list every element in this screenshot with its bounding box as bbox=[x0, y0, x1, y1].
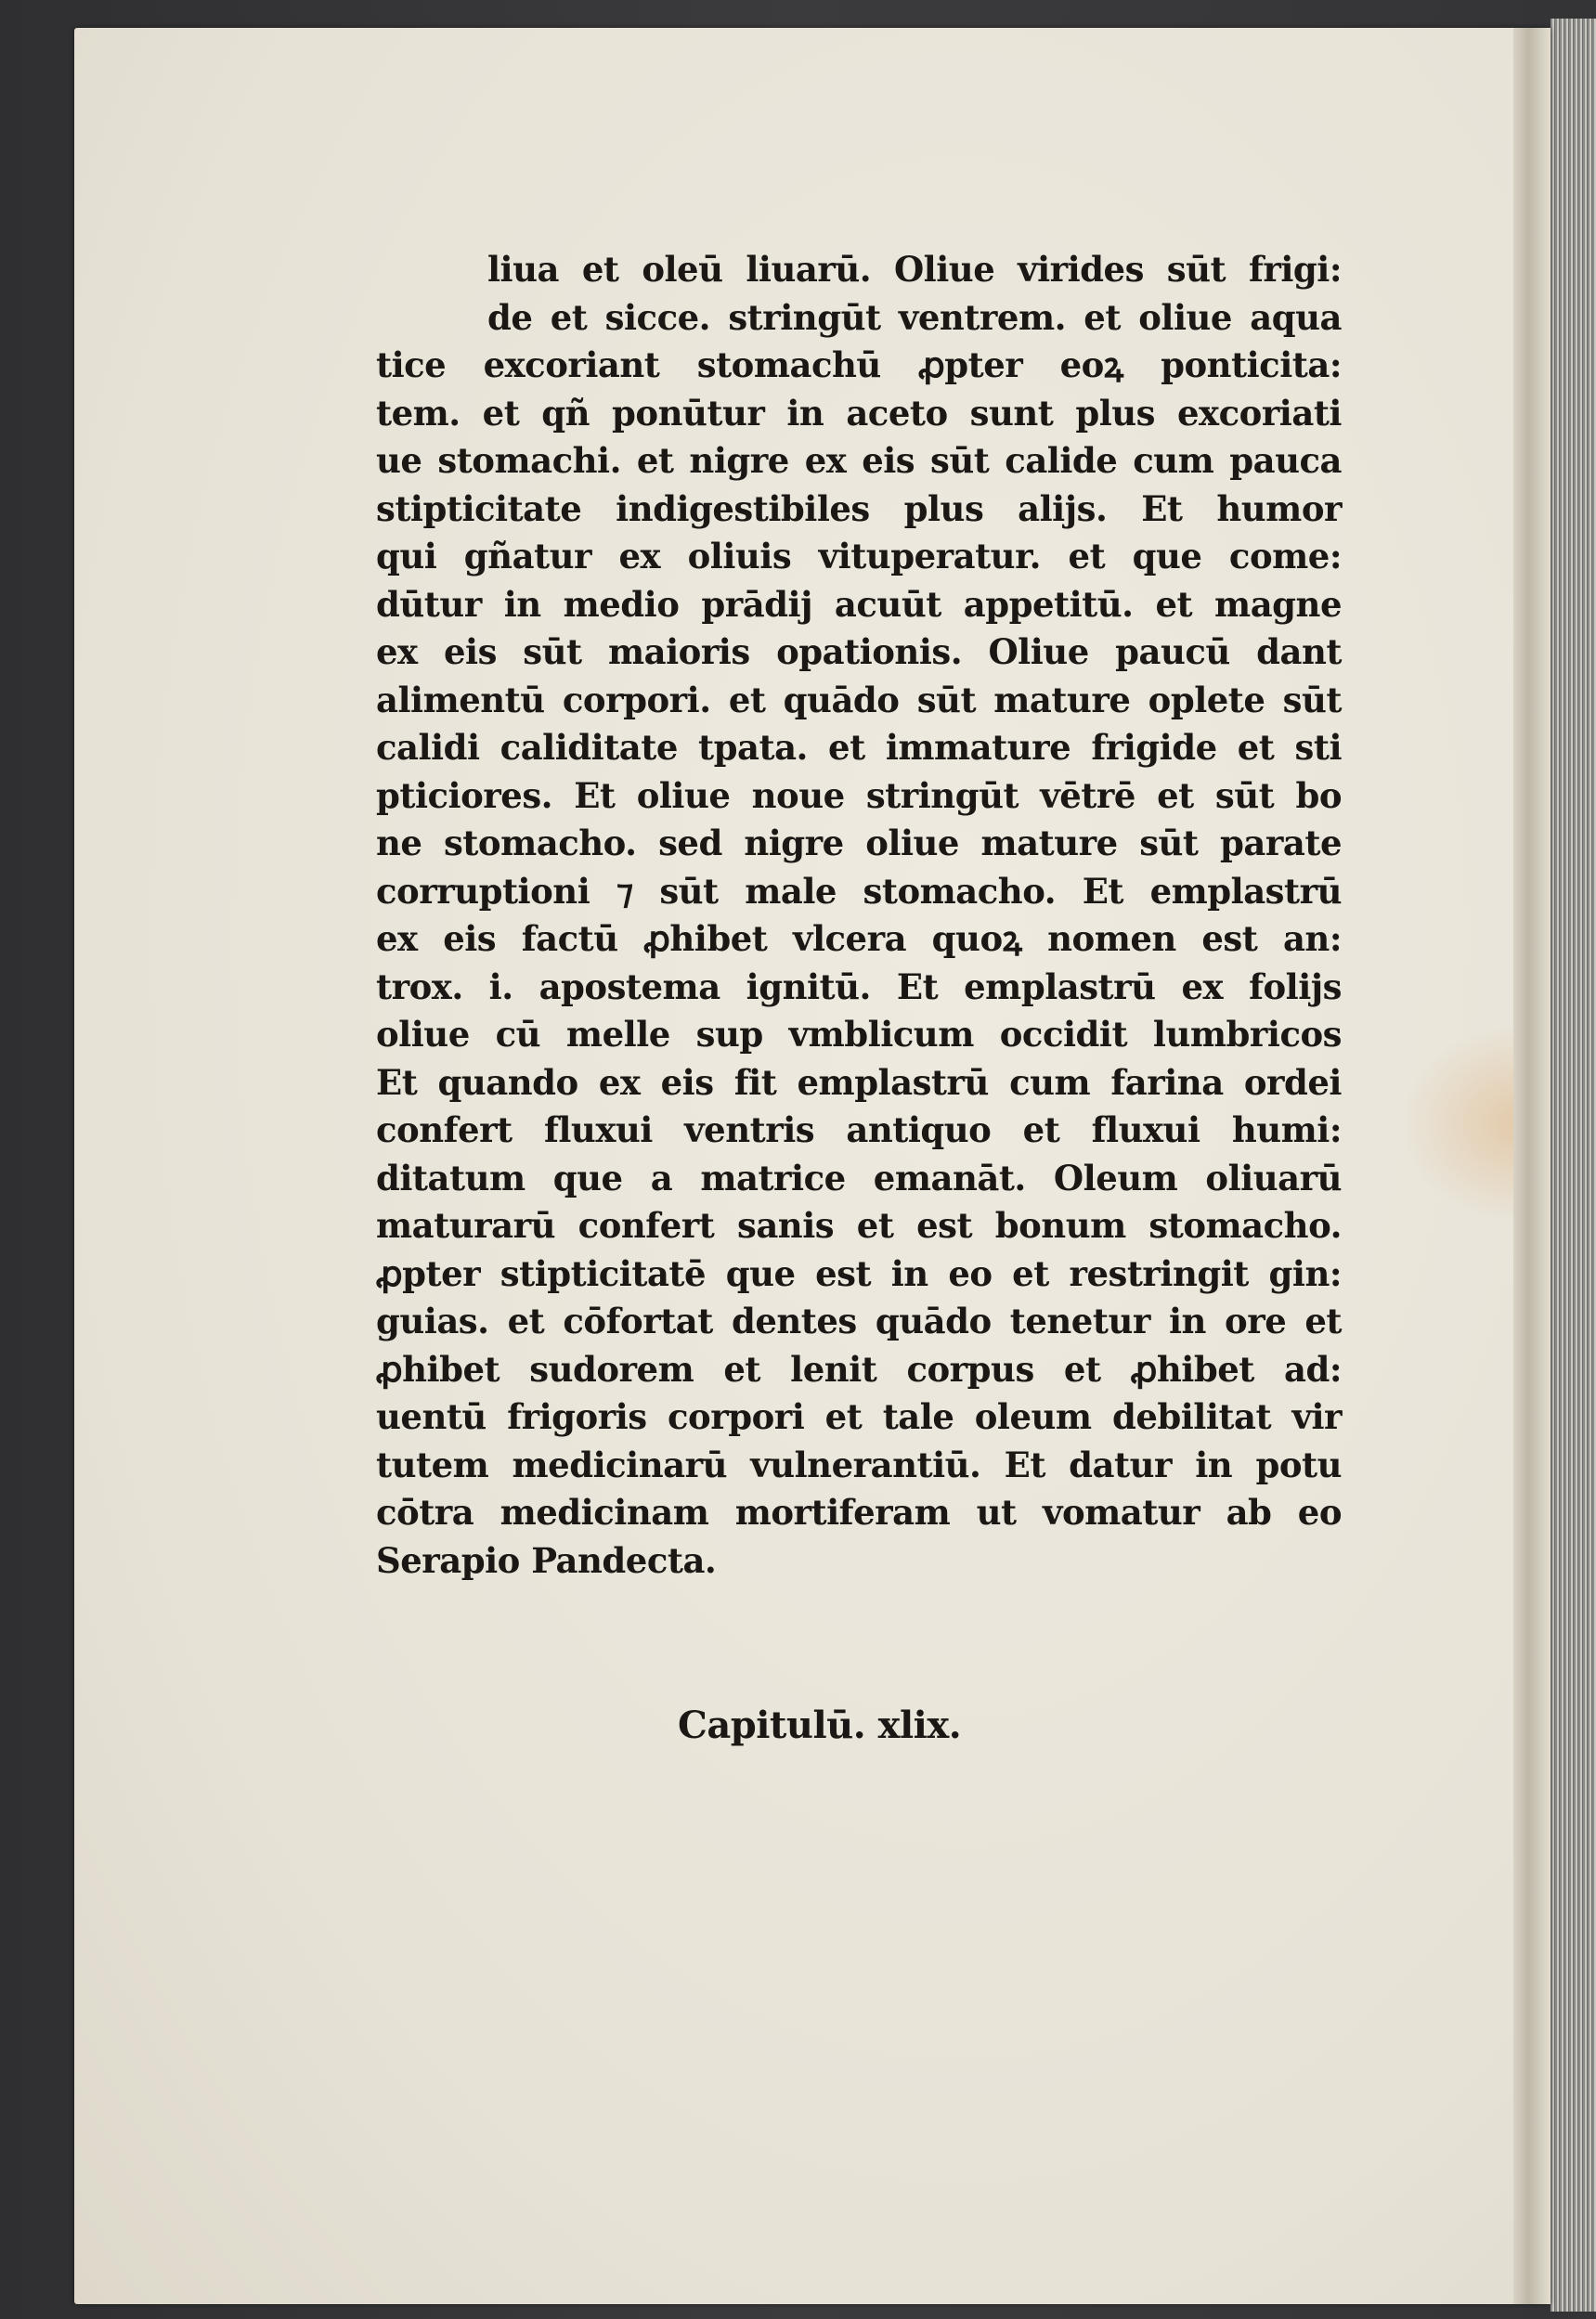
text-line: confert fluxui ventris antiquo et fluxui humi: bbox=[376, 1109, 1342, 1150]
text-line: calidi caliditate tpata. et immature frigide et sti bbox=[376, 727, 1342, 768]
text-line: Et quando ex eis fit emplastrū cum farina ordei bbox=[376, 1061, 1342, 1103]
text-line: qui gñatur ex oliuis vituperatur. et que come: bbox=[376, 536, 1342, 577]
text-line: tutem medicinarū vulnerantiū. Et datur in potu bbox=[376, 1444, 1342, 1485]
text-line: ne stomacho. sed nigre oliue mature sūt parate bbox=[376, 823, 1342, 863]
text-line: pticiores. Et oliue noue stringūt vētrē et sūt bo bbox=[376, 774, 1342, 816]
text-line: ꝓpter stipticitatē que est in eo et restringit gin: bbox=[376, 1252, 1342, 1294]
main-text-block bbox=[376, 246, 1342, 1585]
text-line: guias. et cōfortat dentes quādo tenetur in ore et bbox=[376, 1301, 1342, 1341]
text-line: trox. i. apostema ignitū. Et emplastrū ex folijs bbox=[376, 965, 1342, 1007]
text-line: uentū frigoris corpori et tale oleum debilitat vir bbox=[376, 1396, 1342, 1437]
chapter-heading: Capitulū. xlix. bbox=[678, 1704, 962, 1747]
text-line: alimentū corpori. et quādo sūt mature oplete sūt bbox=[376, 679, 1342, 720]
text-line: ditatum que a matrice emanāt. Oleum oliuarū bbox=[376, 1157, 1342, 1198]
text-line: ue stomachi. et nigre ex eis sūt calide cum pauca bbox=[376, 440, 1342, 481]
text-line: cōtra medicinam mortiferam ut vomatur ab eo bbox=[376, 1492, 1342, 1533]
text-line: de et sicce. stringūt ventrem. et oliue aqua bbox=[487, 296, 1342, 338]
text-line: ex eis sūt maioris opationis. Oliue paucū dant bbox=[376, 631, 1342, 672]
text-line: ꝓhibet sudorem et lenit corpus et ꝓhibet ad: bbox=[376, 1348, 1342, 1390]
book-page-edges bbox=[1551, 19, 1596, 2312]
text-line: oliue cū melle sup vmblicum occidit lumbricos bbox=[376, 1014, 1342, 1055]
page-gutter-shadow bbox=[1513, 28, 1551, 2304]
text-line: stipticitate indigestibiles plus alijs. Et humor bbox=[376, 487, 1342, 529]
text-line: corruptioni ⁊ sūt male stomacho. Et emplastrū bbox=[376, 870, 1342, 912]
text-line: tem. et qñ ponūtur in aceto sunt plus excoriati bbox=[376, 392, 1342, 434]
text-line: tice excoriant stomachū ꝓpter eoꝝ ponticita: bbox=[376, 344, 1342, 385]
text-line: maturarū confert sanis et est bonum stomacho. bbox=[376, 1205, 1342, 1246]
text-line: ex eis factū ꝓhibet vlcera quoꝝ nomen est an: bbox=[376, 918, 1342, 959]
text-line: dūtur in medio prādij acuūt appetitū. et magne bbox=[376, 583, 1342, 625]
text-line-final: Serapio Pandecta. bbox=[376, 1539, 717, 1581]
text-line: liua et oleū liuarū. Oliue virides sūt frigi: bbox=[487, 249, 1342, 290]
